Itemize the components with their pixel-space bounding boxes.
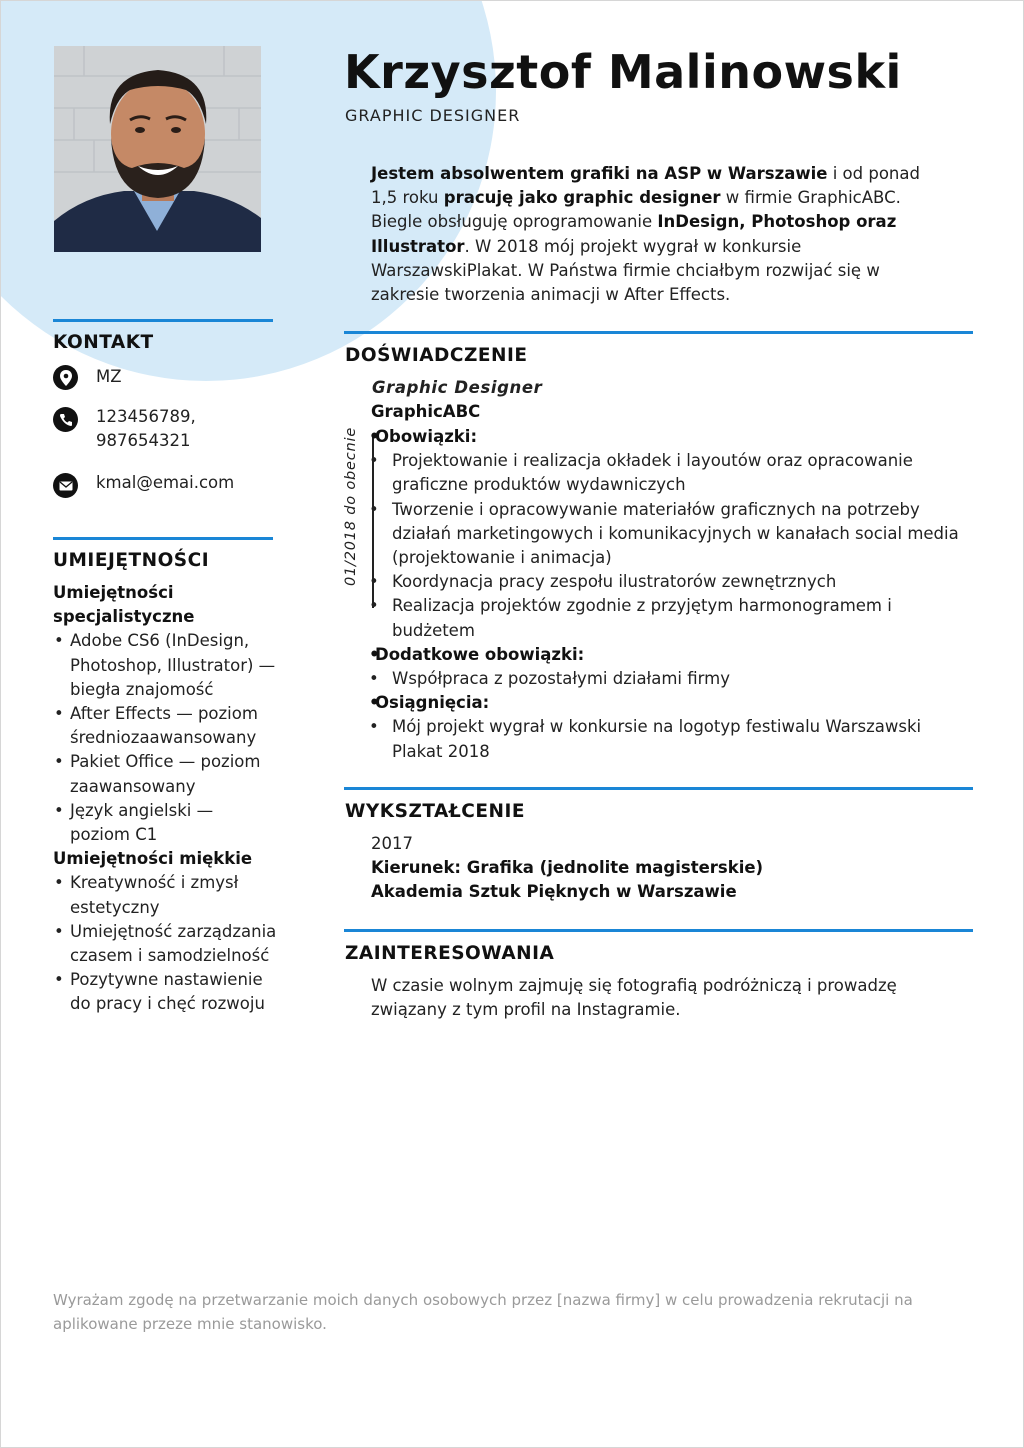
skill-item: • Pakiet Office — poziom zaawansowany [53,750,278,798]
experience-divider [344,331,973,334]
profile-summary [371,162,951,307]
interests-heading: ZAINTERESOWANIA [345,943,555,964]
phone-number-2: 987654321 [96,431,191,450]
summary-bold-1: Jestem absolwentem grafiki na ASP w Warszawie [371,164,828,183]
extra-duty-item: • Współpraca z pozostałymi działami firmy [372,667,962,691]
summary-bold-2: pracuję jako graphic designer [443,188,721,208]
summary-text-3: . W 2018 mój projekt wygrał w konkursie WarszawskiPlakat. W Państwa firmie chciałbym rozwijać się w zakresie tworzenia animacji w After Effects. [371,236,880,305]
education-year: 2017 [371,834,413,853]
achievement-item: • Mój projekt wygrał w konkursie na logotyp festiwalu Warszawski Plakat 2018 [372,715,962,763]
education-divider [344,787,973,790]
duty-item: • Projektowanie i realizacja okładek i layoutów oraz opracowanie graficzne produktów wydawniczych [372,449,962,497]
specialist-skills-heading: Umiejętności specjalistyczne [53,583,195,627]
education-field: Kierunek: Grafika (jednolite magisterskie) [371,858,764,878]
skills-divider [53,537,273,540]
company-name: GraphicABC [371,402,481,421]
duties-heading [372,425,962,449]
contact-address [53,365,122,390]
duty-item: • Koordynacja pracy zespołu ilustratorów zewnętrznych [372,570,962,594]
email-icon [53,473,78,498]
extra-duties-heading [372,643,962,667]
contact-email [53,473,235,498]
soft-skill-item: • Kreatywność i zmysł estetyczny [53,871,278,919]
skills-heading: UMIEJĘTNOŚCI [53,550,210,571]
skills-list [53,581,278,1017]
summary-text-2: w firmie GraphicABC. Biegle obsługuję oprogramowanie [371,188,901,232]
gdpr-consent: Wyrażam zgodę na przetwarzanie moich danych osobowych przez [nazwa firmy] w celu prowadzenia rekrutacji na aplikowane przeze mnie stanowisko. [53,1291,913,1333]
duty-item: • Tworzenie i opracowywanie materiałów graficznych na potrzeby działań marketingowych i komunikacyjnych w kanałach social media (projektowanie i animacja) [372,498,962,571]
education-school: Akademia Sztuk Pięknych w Warszawie [371,882,737,902]
education-heading: WYKSZTAŁCENIE [345,801,525,822]
address-text: MZ [96,367,122,386]
contact-phone [53,407,196,450]
soft-skill-item: • Umiejętność zarządzania czasem i samodzielność [53,920,278,968]
location-pin-icon [53,365,78,390]
contact-divider [53,319,273,322]
skill-item: • Język angielski — poziom C1 [53,799,278,847]
experience-details [372,425,962,764]
email-text: kmal@emai.com [96,473,235,492]
interests-text: W czasie wolnym zajmuję się fotografią podróżniczą i prowadzę związany z tym profil na Instagramie. [371,976,897,1020]
interests-divider [344,929,973,932]
candidate-role: GRAPHIC DESIGNER [345,106,521,125]
skill-item: • Adobe CS6 (InDesign, Photoshop, Illustrator) — biegła znajomość [53,629,278,702]
contact-heading: KONTAKT [53,332,154,353]
profile-photo [54,46,261,252]
candidate-name: Krzysztof Malinowski [344,45,902,99]
achievements-heading [372,691,962,715]
soft-skills-heading: Umiejętności miękkie [53,849,253,869]
extra-duties-heading-text: Dodatkowe obowiązki: [375,644,585,664]
phone-icon [53,407,78,432]
summary-text-1: i od ponad 1,5 roku [371,164,920,208]
skill-item: • After Effects — poziom średniozaawansowany [53,702,278,750]
achievements-heading-text: Osiągnięcia: [375,693,490,713]
experience-heading: DOŚWIADCZENIE [345,345,528,366]
phone-number-1: 123456789, [96,407,196,426]
duty-item: • Realizacja projektów zgodnie z przyjętym harmonogramem i budżetem [372,594,962,642]
duties-heading-text: Obowiązki: [375,427,478,446]
education-details [371,832,763,905]
job-title: Graphic Designer [372,378,543,397]
employment-dates: 01/2018 do obecnie [343,426,359,586]
soft-skill-item: • Pozytywne nastawienie do pracy i chęć rozwoju [53,968,278,1016]
summary-bold-3: InDesign, Photoshop oraz Illustrator [371,212,897,256]
